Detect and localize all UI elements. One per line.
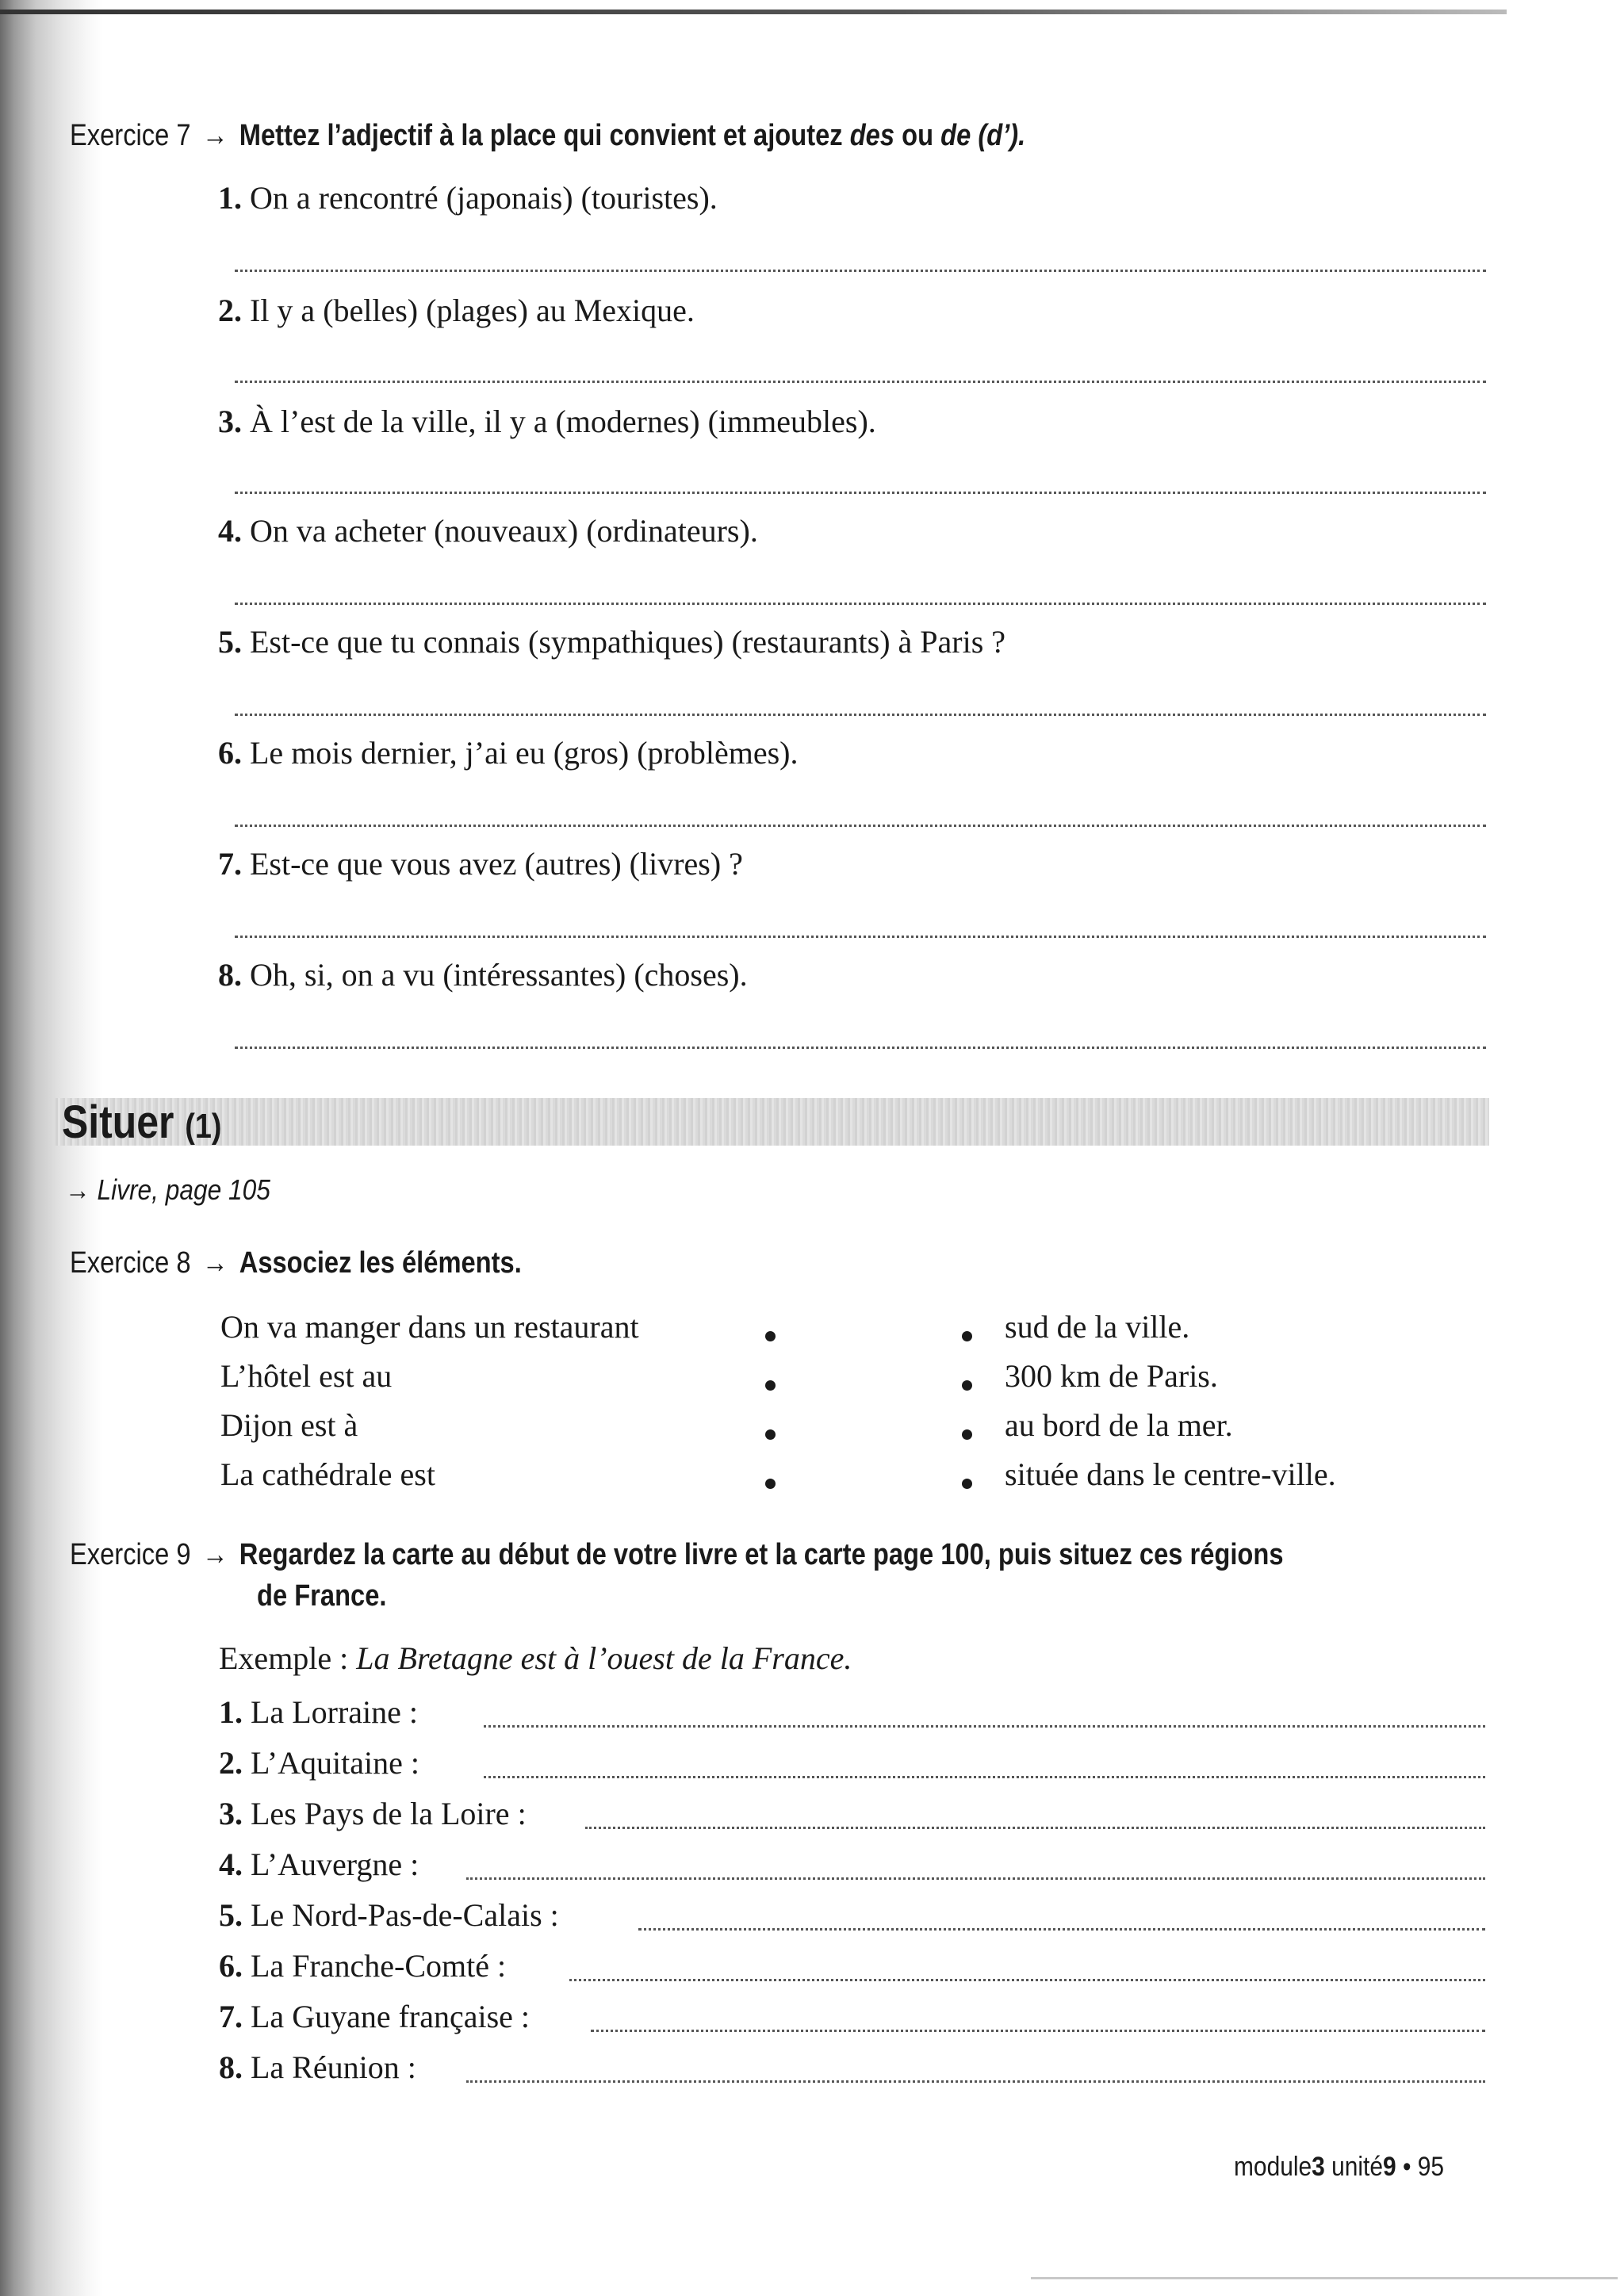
arrow-icon: → xyxy=(201,1538,228,1571)
answer-line[interactable] xyxy=(638,1928,1485,1931)
match-dot-left[interactable] xyxy=(765,1429,776,1440)
book-reference: → Livre, page 105 xyxy=(65,1173,270,1206)
answer-line[interactable] xyxy=(569,1979,1485,1981)
arrow-icon: → xyxy=(65,1173,90,1206)
region-item: 5. Le Nord-Pas-de-Calais : xyxy=(219,1897,559,1933)
exercise-label: Exercice 9 xyxy=(70,1538,191,1571)
section-title: Situer (1) xyxy=(62,1096,222,1148)
match-dot-left[interactable] xyxy=(765,1479,776,1489)
answer-line[interactable] xyxy=(235,381,1486,383)
answer-line[interactable] xyxy=(235,270,1486,272)
answer-line[interactable] xyxy=(235,603,1486,605)
match-right-item: 300 km de Paris. xyxy=(1005,1358,1218,1394)
region-item: 1. La Lorraine : xyxy=(219,1694,418,1730)
answer-line[interactable] xyxy=(235,936,1486,938)
answer-line[interactable] xyxy=(466,1877,1485,1880)
page-number: 95 xyxy=(1417,2152,1445,2182)
ex7-item: 5. Est-ce que tu connais (sympathiques) (restaurants) à Paris ? xyxy=(218,624,1006,660)
match-left-item: L’hôtel est au xyxy=(220,1358,393,1394)
match-right-item: située dans le centre-ville. xyxy=(1005,1456,1336,1492)
page-footer: module3 unité9 • 95 xyxy=(1234,2152,1445,2182)
match-dot-left[interactable] xyxy=(765,1380,776,1391)
match-right-item: au bord de la mer. xyxy=(1005,1407,1233,1443)
match-dot-left[interactable] xyxy=(765,1331,776,1341)
ex7-item: 2. Il y a (belles) (plages) au Mexique. xyxy=(218,293,695,328)
match-dot-right[interactable] xyxy=(962,1429,972,1440)
exercise-7-heading xyxy=(70,119,1025,153)
match-left-item: On va manger dans un restaurant xyxy=(220,1309,639,1345)
ex7-item: 7. Est-ce que vous avez (autres) (livres) ? xyxy=(218,846,743,882)
answer-line[interactable] xyxy=(235,1047,1486,1049)
answer-line[interactable] xyxy=(466,2080,1485,2083)
exercise-9-heading xyxy=(70,1538,1284,1572)
answer-line[interactable] xyxy=(235,492,1486,494)
exercise-instruction: Regardez la carte au début de votre livre et la carte page 100, puis situez ces régions xyxy=(239,1538,1284,1571)
region-item: 7. La Guyane française : xyxy=(219,1999,530,2034)
ex7-item: 3. À l’est de la ville, il y a (modernes) (immeubles). xyxy=(218,404,876,439)
region-item: 6. La Franche-Comté : xyxy=(219,1948,507,1984)
region-item: 3. Les Pays de la Loire : xyxy=(219,1796,527,1831)
section-band xyxy=(56,1098,1489,1146)
bottom-rule xyxy=(1031,2277,1618,2279)
match-dot-right[interactable] xyxy=(962,1479,972,1489)
top-rule xyxy=(0,10,1507,14)
answer-line[interactable] xyxy=(235,714,1486,716)
match-dot-right[interactable] xyxy=(962,1331,972,1341)
match-left-item: La cathédrale est xyxy=(220,1456,435,1492)
answer-line[interactable] xyxy=(235,825,1486,827)
region-item: 2. L’Aquitaine : xyxy=(219,1745,419,1781)
exercise-label: Exercice 7 xyxy=(70,119,191,152)
answer-line[interactable] xyxy=(484,1776,1485,1778)
exercise-9-heading-cont: de France. xyxy=(257,1579,387,1613)
answer-line[interactable] xyxy=(591,2030,1485,2032)
ex7-item: 8. Oh, si, on a vu (intéressantes) (choses). xyxy=(218,957,748,993)
exercise-instruction: Mettez l’adjectif à la place qui convient et ajoutez des ou de (d’). xyxy=(239,119,1026,152)
ex7-item: 4. On va acheter (nouveaux) (ordinateurs). xyxy=(218,513,758,549)
exercise-instruction: Associez les éléments. xyxy=(239,1246,522,1280)
answer-line[interactable] xyxy=(484,1725,1485,1728)
match-right-item: sud de la ville. xyxy=(1005,1309,1190,1345)
region-item: 4. L’Auvergne : xyxy=(219,1846,419,1882)
ex7-item: 1. On a rencontré (japonais) (touristes). xyxy=(218,180,718,216)
example-line: Exemple : La Bretagne est à l’ouest de la France. xyxy=(219,1640,852,1676)
exercise-label: Exercice 8 xyxy=(70,1246,191,1280)
match-dot-right[interactable] xyxy=(962,1380,972,1391)
match-left-item: Dijon est à xyxy=(220,1407,358,1443)
region-item: 8. La Réunion : xyxy=(219,2049,416,2085)
arrow-icon: → xyxy=(201,119,228,152)
ex7-item: 6. Le mois dernier, j’ai eu (gros) (problèmes). xyxy=(218,735,799,771)
answer-line[interactable] xyxy=(585,1827,1485,1829)
exercise-8-heading xyxy=(70,1246,522,1280)
arrow-icon: → xyxy=(201,1246,228,1280)
